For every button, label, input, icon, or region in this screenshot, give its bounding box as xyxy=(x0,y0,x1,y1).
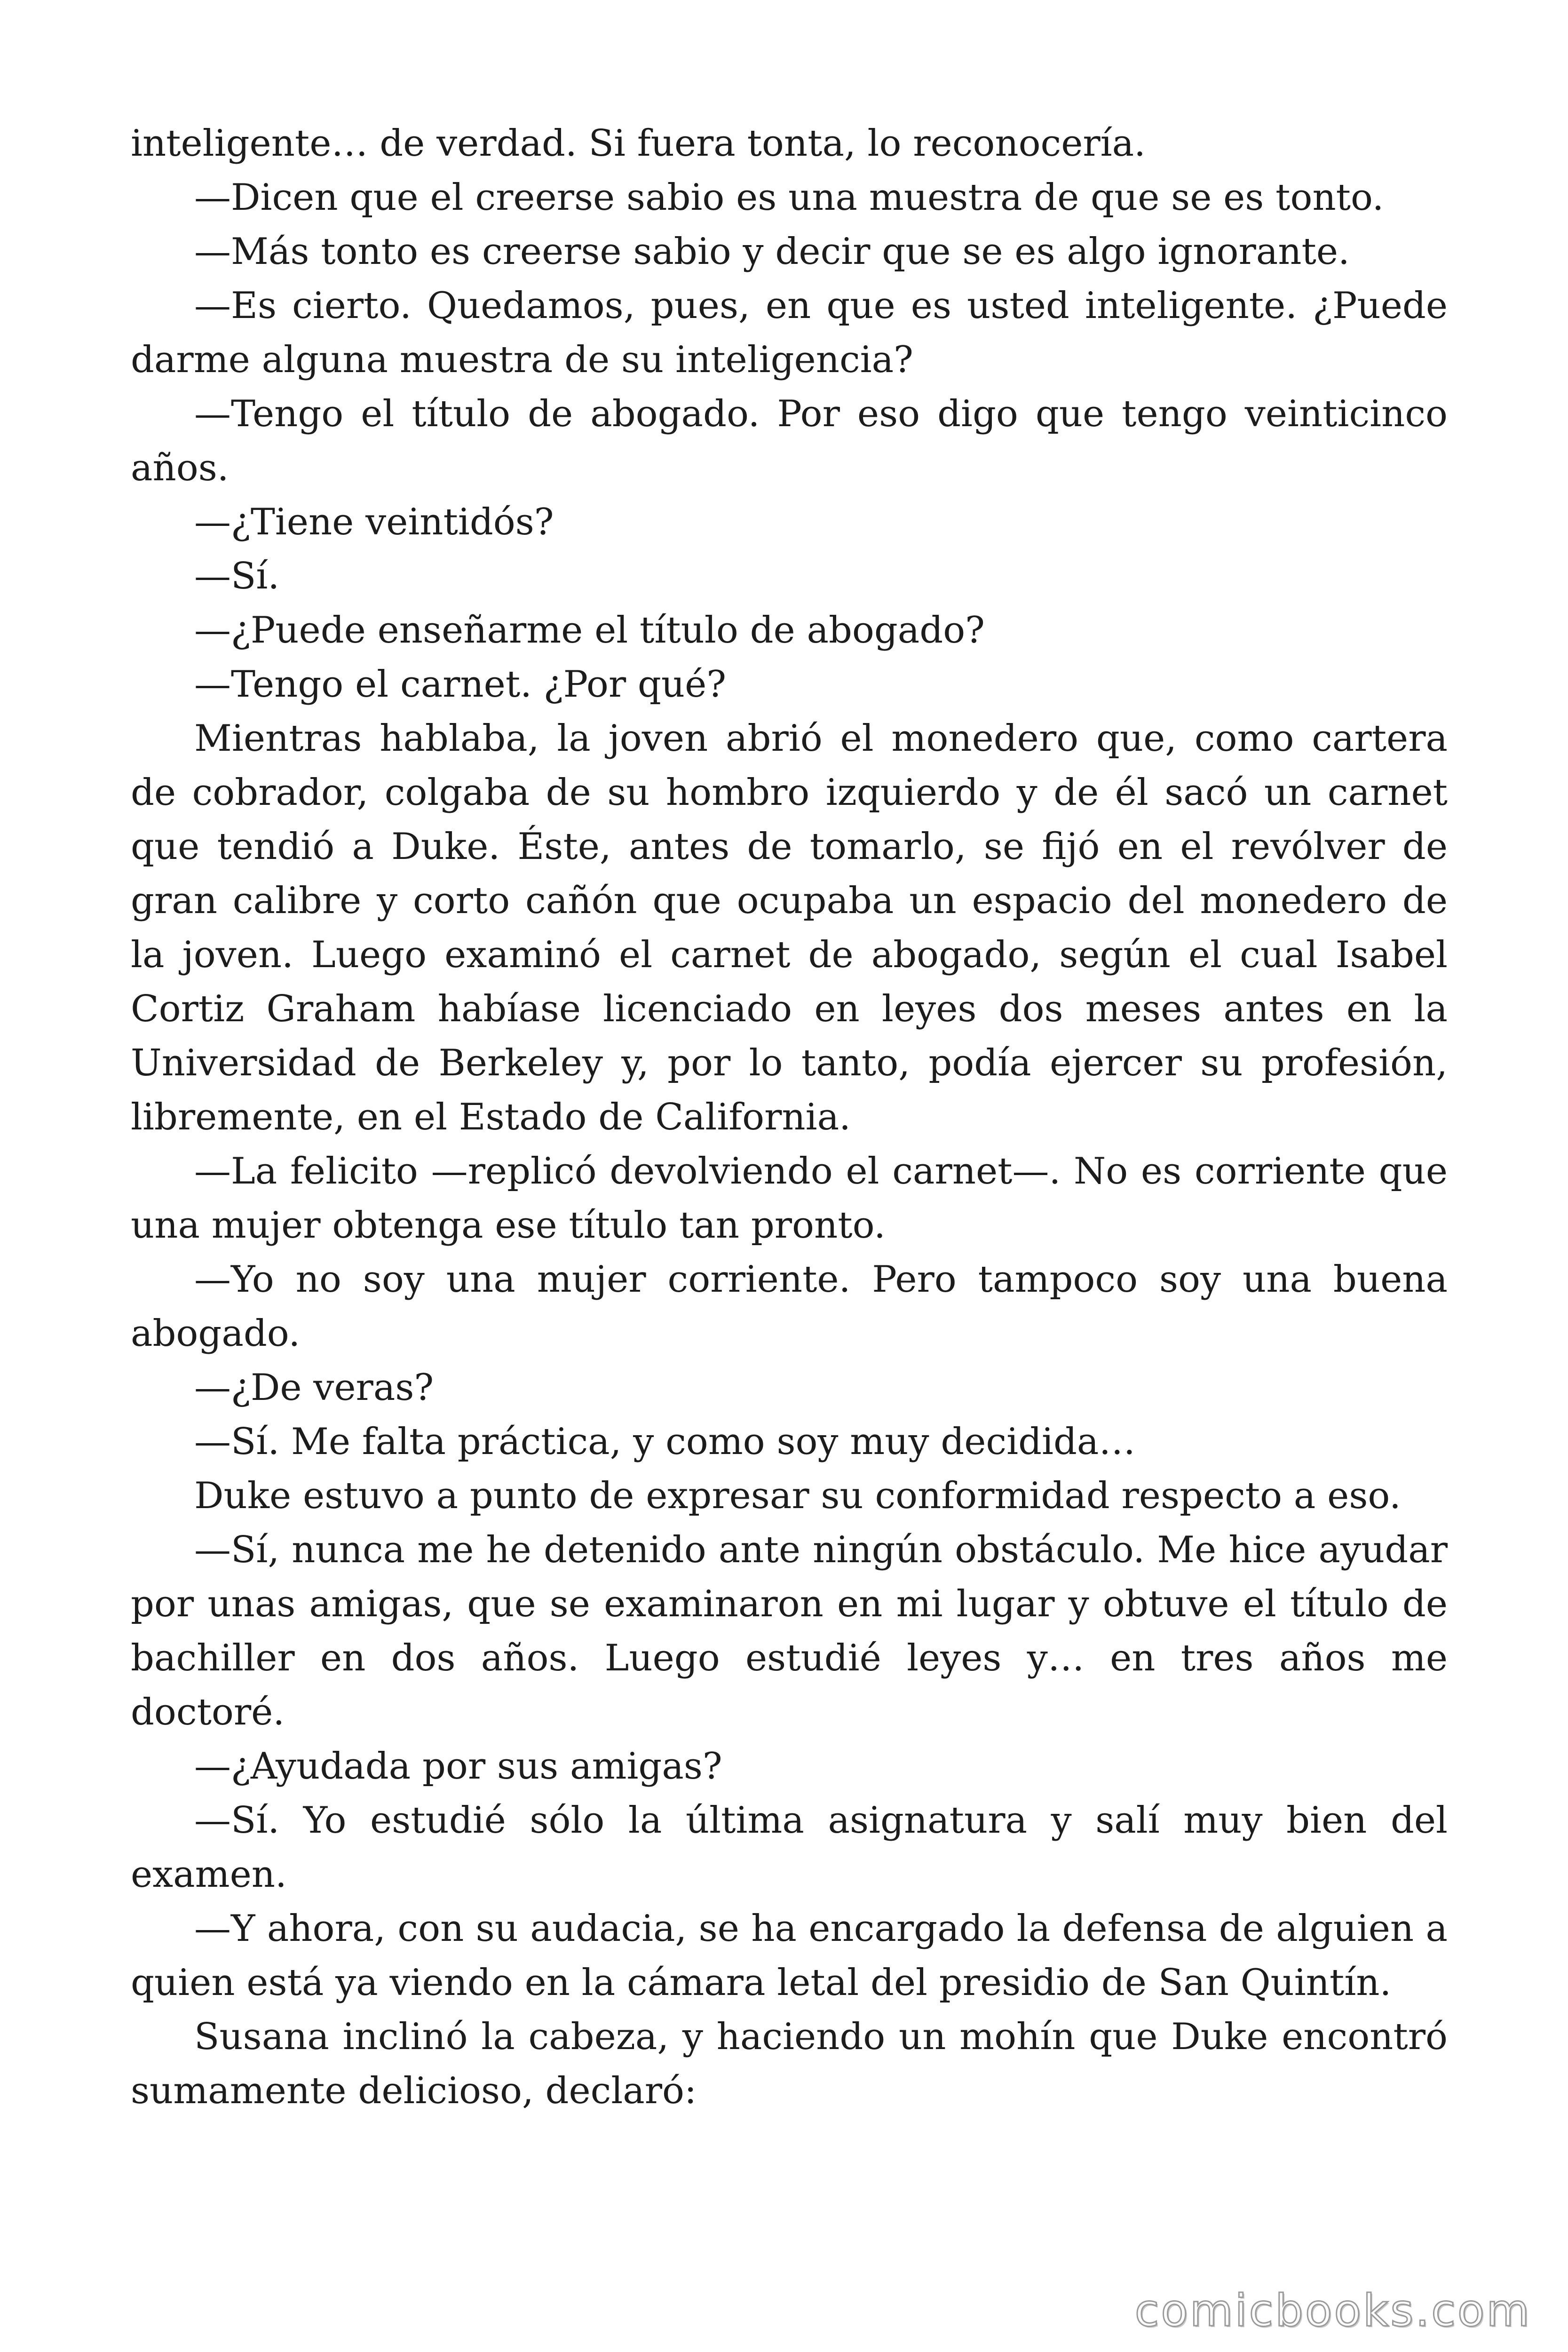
paragraph: —Y ahora, con su audacia, se ha encargado la defensa de alguien a quien está ya viendo en la cámara letal del presidio de San Quintín. xyxy=(131,1907,1448,2004)
paragraph: —¿De veras? xyxy=(194,1367,434,1409)
paragraph: —Tengo el título de abogado. Por eso digo que tengo veinticinco años. xyxy=(131,393,1448,489)
paragraph: inteligente… de verdad. Si fuera tonta, lo reconocería. xyxy=(131,122,1146,165)
paragraph: —Más tonto es creerse sabio y decir que se es algo ignorante. xyxy=(194,230,1350,273)
paragraph: —Yo no soy una mujer corriente. Pero tampoco soy una buena abogado. xyxy=(131,1258,1448,1355)
paragraph: Mientras hablaba, la joven abrió el monedero que, como cartera de cobrador, colgaba de su hombro izquierdo y de él sacó un carnet que tendió a Duke. Éste, antes de tomarlo, se fijó en el revólver de gran calibre y corto cañón que ocupaba un espacio del monedero de la joven. Luego examinó el carnet de abogado, según el cual Isabel Cortiz Graham habíase licenciado en leyes dos meses antes en la Universidad de Berkeley y, por lo tanto, podía ejercer su profesión, libremente, en el Estado de California. xyxy=(131,717,1448,1138)
paragraph: —Dicen que el creerse sabio es una muestra de que se es tonto. xyxy=(194,176,1384,219)
paragraph: —Sí. xyxy=(194,555,280,597)
body-text xyxy=(131,117,1448,2118)
paragraph: —La felicito —replicó devolviendo el carnet—. No es corriente que una mujer obtenga ese título tan pronto. xyxy=(131,1150,1448,1247)
paragraph: —Sí. Yo estudié sólo la última asignatura y salí muy bien del examen. xyxy=(131,1799,1448,1896)
paragraph: Susana inclinó la cabeza, y haciendo un mohín que Duke encontró sumamente delicioso, declaró: xyxy=(131,2016,1448,2112)
paragraph: —¿Tiene veintidós? xyxy=(194,501,554,543)
paragraph: —¿Ayudada por sus amigas? xyxy=(194,1745,722,1788)
paragraph: —Sí, nunca me he detenido ante ningún obstáculo. Me hice ayudar por unas amigas, que se examinaron en mi lugar y obtuve el título de bachiller en dos años. Luego estudié leyes y… en tres años me doctoré. xyxy=(131,1529,1448,1733)
paragraph: —¿Puede enseñarme el título de abogado? xyxy=(194,609,985,652)
paragraph: Duke estuvo a punto de expresar su conformidad respecto a eso. xyxy=(194,1475,1401,1517)
paragraph: —Es cierto. Quedamos, pues, en que es usted inteligente. ¿Puede darme alguna muestra de su inteligencia? xyxy=(131,285,1448,381)
paragraph: —Sí. Me falta práctica, y como soy muy decidida… xyxy=(194,1421,1136,1463)
watermark: comicbooks.com xyxy=(1134,2285,1531,2336)
paragraph: —Tengo el carnet. ¿Por qué? xyxy=(194,663,727,706)
